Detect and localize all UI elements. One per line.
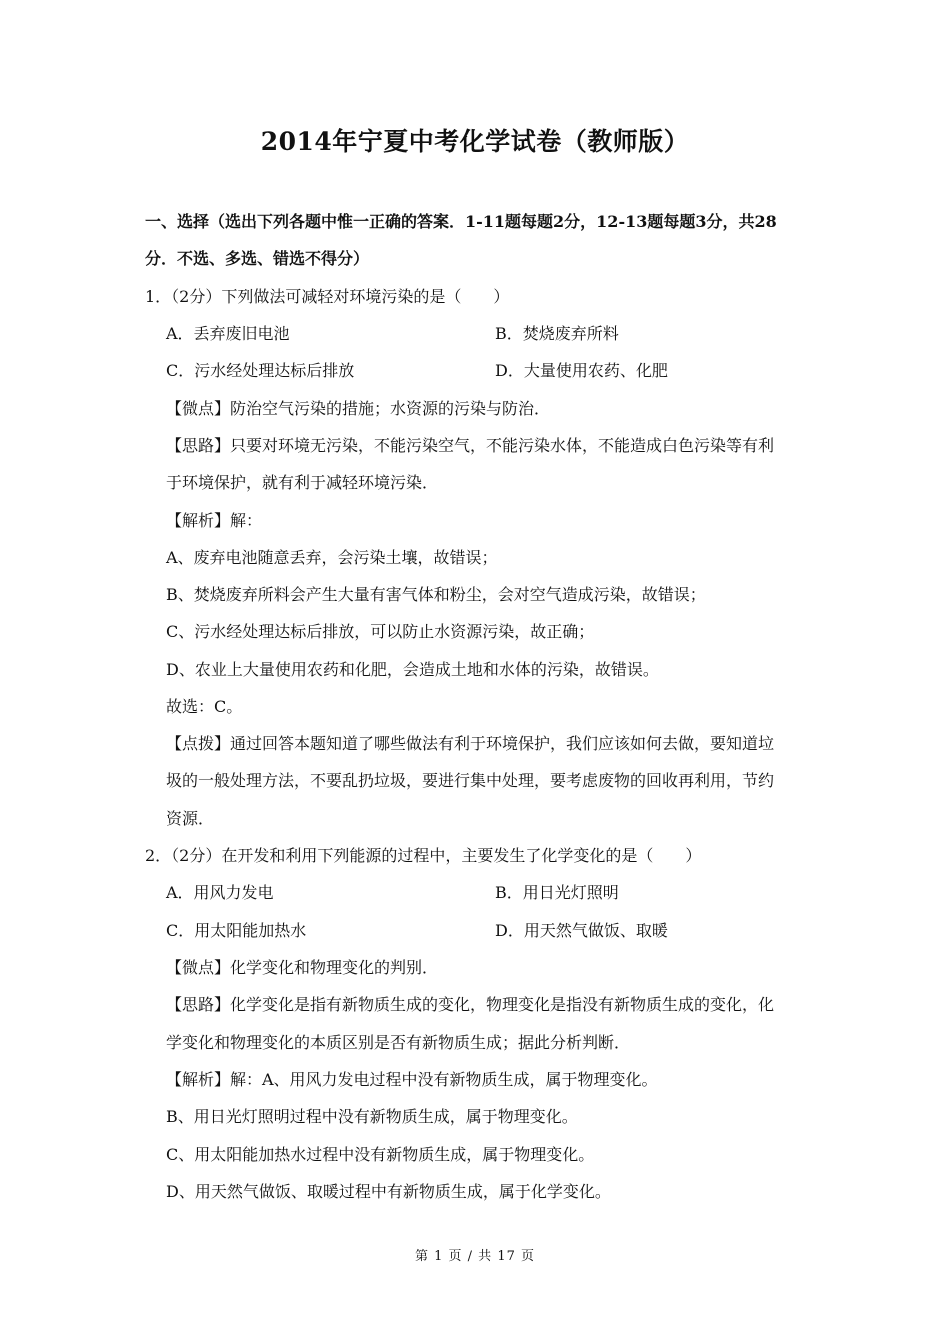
- q1-analysis-a: A、废弃电池随意丢弃，会污染土壤，故错误；: [166, 548, 498, 567]
- q2-option-a: A．用风力发电: [166, 883, 274, 902]
- q1-dianbo-line1: 【点拨】通过回答本题知道了哪些做法有利于环境保护，我们应该如何去做，要知道垃: [166, 734, 775, 753]
- q2-jiexi: 【解析】解：A、用风力发电过程中没有新物质生成，属于物理变化。: [166, 1070, 658, 1089]
- q1-option-a: A．丢弃废旧电池: [166, 324, 290, 343]
- q1-option-d: D．大量使用农药、化肥: [495, 361, 668, 380]
- question-2-stem: 2．（2分）在开发和利用下列能源的过程中，主要发生了化学变化的是（ ）: [145, 846, 702, 865]
- section-heading-line2: 分．不选、多选、错选不得分）: [145, 249, 370, 268]
- q2-silu-line1: 【思路】化学变化是指有新物质生成的变化，物理变化是指没有新物质生成的变化，化: [166, 995, 775, 1014]
- q2-analysis-b: B、用日光灯照明过程中没有新物质生成，属于物理变化。: [166, 1107, 578, 1126]
- q1-option-c: C．污水经处理达标后排放: [166, 361, 355, 380]
- page-footer: 第 1 页 / 共 17 页: [415, 1249, 535, 1264]
- q1-analysis-c: C、污水经处理达标后排放，可以防止水资源污染，故正确；: [166, 622, 595, 641]
- section-heading-line1: 一、选择（选出下列各题中惟一正确的答案．1-11题每题2分，12-13题每题3分，共28: [145, 212, 777, 231]
- page-title: 2014年宁夏中考化学试卷（教师版）: [260, 127, 690, 156]
- q1-analysis-b: B、焚烧废弃所料会产生大量有害气体和粉尘，会对空气造成污染，故错误；: [166, 585, 706, 604]
- q1-weidian: 【微点】防治空气污染的措施；水资源的污染与防治．: [166, 399, 551, 418]
- q1-silu-line1: 【思路】只要对环境无污染，不能污染空气，不能污染水体，不能造成白色污染等有利: [166, 436, 775, 455]
- q2-option-c: C．用太阳能加热水: [166, 921, 307, 940]
- q2-analysis-d: D、用天然气做饭、取暖过程中有新物质生成，属于化学变化。: [166, 1182, 611, 1201]
- q1-dianbo-line3: 资源．: [166, 809, 215, 828]
- q2-option-d: D．用天然气做饭、取暖: [495, 921, 668, 940]
- q2-weidian: 【微点】化学变化和物理变化的判别．: [166, 958, 439, 977]
- question-1-stem: 1．（2分）下列做法可减轻对环境污染的是（ ）: [145, 287, 510, 306]
- q1-dianbo-line2: 圾的一般处理方法，不要乱扔垃圾，要进行集中处理，要考虑废物的回收再利用，节约: [166, 771, 775, 790]
- q2-silu-line2: 学变化和物理变化的本质区别是否有新物质生成；据此分析判断．: [166, 1033, 631, 1052]
- q1-answer: 故选：C。: [166, 697, 243, 716]
- q1-analysis-d: D、农业上大量使用农药和化肥，会造成土地和水体的污染，故错误。: [166, 660, 659, 679]
- q2-analysis-c: C、用太阳能加热水过程中没有新物质生成，属于物理变化。: [166, 1145, 595, 1164]
- q1-jiexi: 【解析】解：: [166, 511, 263, 530]
- q2-option-b: B．用日光灯照明: [495, 883, 619, 902]
- q1-option-b: B．焚烧废弃所料: [495, 324, 619, 343]
- q1-silu-line2: 于环境保护，就有利于减轻环境污染．: [166, 473, 439, 492]
